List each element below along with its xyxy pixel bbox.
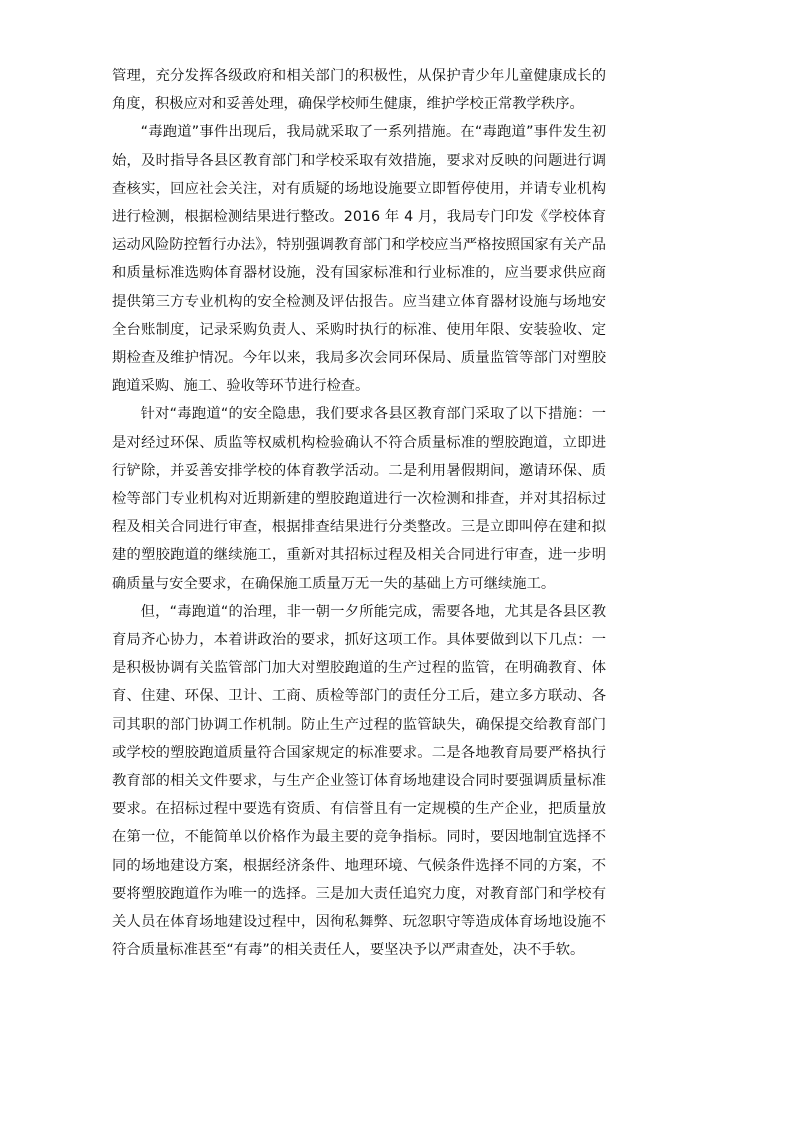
paragraph-county-measures: 针对“毒跑道“的安全隐患，我们要求各县区教育部门采取了以下措施：一是对经过环保、质监等权威机构检验确认不符合质量标准的塑胶跑道，立即进行铲除，并妥善安排学校的体育教学活动。二是利用暑假期间，邀请环保、质检等部门专业机构对近期新建的塑胶跑道进行一次检测和排查，并对其招标过程及相关合同进行审查，根据排查结果进行分类整改。三是立即叫停在建和拟建的塑胶跑道的继续施工，重新对其招标过程及相关合同进行审查，进一步明确质量与安全要求，在确保施工质量万无一失的基础上方可继续施工。: [112, 406, 606, 592]
paragraph-governance-requirements: 但，“毒跑道“的治理，非一朝一夕所能完成，需要各地，尤其是各县区教育局齐心协力，本着讲政治的要求，抓好这项工作。具体要做到以下几点：一是积极协调有关监管部门加大对塑胶跑道的生产过程的监管，在明确教育、体育、住建、环保、卫计、工商、质检等部门的责任分工后，建立多方联动、各司其职的部门协调工作机制。防止生产过程的监管缺失，确保提交给教育部门或学校的塑胶跑道质量符合国家规定的标准要求。二是各地教育局要严格执行教育部的相关文件要求，与生产企业签订体育场地建设合同时要强调质量标准要求。在招标过程中要选有资质、有信誉且有一定规模的生产企业，把质量放在第一位，不能简单以价格作为最主要的竞争指标。同时，要因地制宜选择不同的场地建设方案，根据经济条件、地理环境、气候条件选择不同的方案，不要将塑胶跑道作为唯一的选择。三是加大责任追究力度，对教育部门和学校有关人员在体育场地建设过程中，因徇私舞弊、玩忽职守等造成体育场地设施不符合质量标准甚至“有毒”的相关责任人，要坚决予以严肃查处，决不手软。: [112, 603, 606, 959]
paragraph-intro-continuation: 管理，充分发挥各级政府和相关部门的积极性，从保护青少年儿童健康成长的角度，积极应对和妥善处理，确保学校师生健康，维护学校正常教学秩序。: [112, 68, 606, 113]
document-body: [112, 62, 606, 965]
paragraph-measures-taken: “毒跑道”事件出现后，我局就采取了一系列措施。在“毒跑道”事件发生初始，及时指导各县区教育部门和学校采取有效措施，要求对反映的问题进行调查核实，回应社会关注，对有质疑的场地设施要立即暂停使用，并请专业机构进行检测，根据检测结果进行整改。2016 年 4 月，我局专门印发《学校体育运动风险防控暂行办法》，特别强调教育部门和学校应当严格按照国家有关产品和质量标准选购体育器材设施，没有国家标准和行业标准的，应当要求供应商提供第三方专业机构的安全检测及评估报告。应当建立体育器材设施与场地安全台账制度，记录采购负责人、采购时执行的标准、使用年限、安装验收、定期检查及维护情况。今年以来，我局多次会同环保局、质量监管等部门对塑胶跑道采购、施工、验收等环节进行检查。: [112, 124, 606, 395]
